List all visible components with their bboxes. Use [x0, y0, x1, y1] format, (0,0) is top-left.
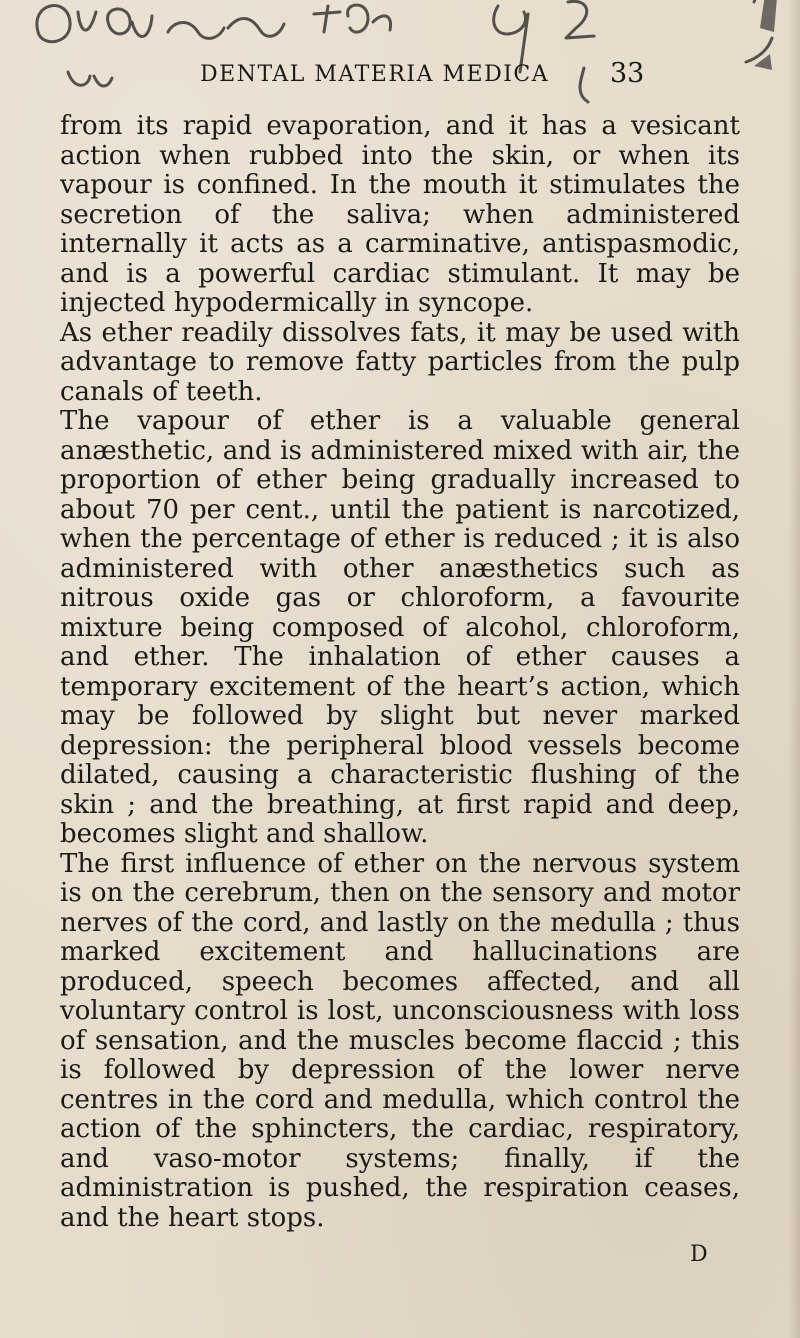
page-edge-shadow [788, 0, 800, 1338]
paragraph: The vapour of ether is a valuable general anæsthetic, and is administered mixed with air, the proportion of ether being gradually increased to about 70 per cent., until the patient is narcotized, when the percentage of ether is reduced ; it is also administered with other anæsthetics such as nitrous oxide gas or chloroform, a favourite mixture being composed of alcohol, chloroform, and ether. The inhalation of ether causes a temporary excitement of the heart’s action, which may be followed by slight but never marked depression: the peripheral blood vessels become dilated, causing a characteristic flushing of the skin ; and the breathing, at first rapid and deep, becomes slight and shallow. [60, 406, 740, 849]
signature-mark: D [690, 1242, 708, 1267]
paragraph: The first influence of ether on the nervous system is on the cerebrum, then on the sensory and motor nerves of the cord, and lastly on the medulla ; thus marked excitement and hallucinations are produced, speech becomes affected, and all voluntary control is lost, unconsciousness with loss of sensation, and the muscles become flaccid ; this is followed by depression of the lower nerve centres in the cord and medulla, which control the action of the sphincters, the cardiac, respiratory, and vaso-motor systems; finally, if the administration is pushed, the respiration ceases, and the heart stops. [60, 848, 740, 1233]
page-number: 33 [610, 58, 645, 89]
paragraph: As ether readily dissolves fats, it may be used with advantage to remove fatty particles from the pulp canals of teeth. [60, 317, 740, 407]
running-head: DENTAL MATERIA MEDICA [200, 62, 550, 87]
paragraph: from its rapid evaporation, and it has a vesicant action when rubbed into the skin, or when its vapour is confined. In the mouth it stimulates the secretion of the saliva; when administered internally it acts as a carminative, antispasmodic, and is a powerful cardiac stimulant. It may be injected hypodermically in syncope. [60, 111, 740, 318]
body-text [60, 112, 740, 1233]
page-header [0, 58, 800, 92]
